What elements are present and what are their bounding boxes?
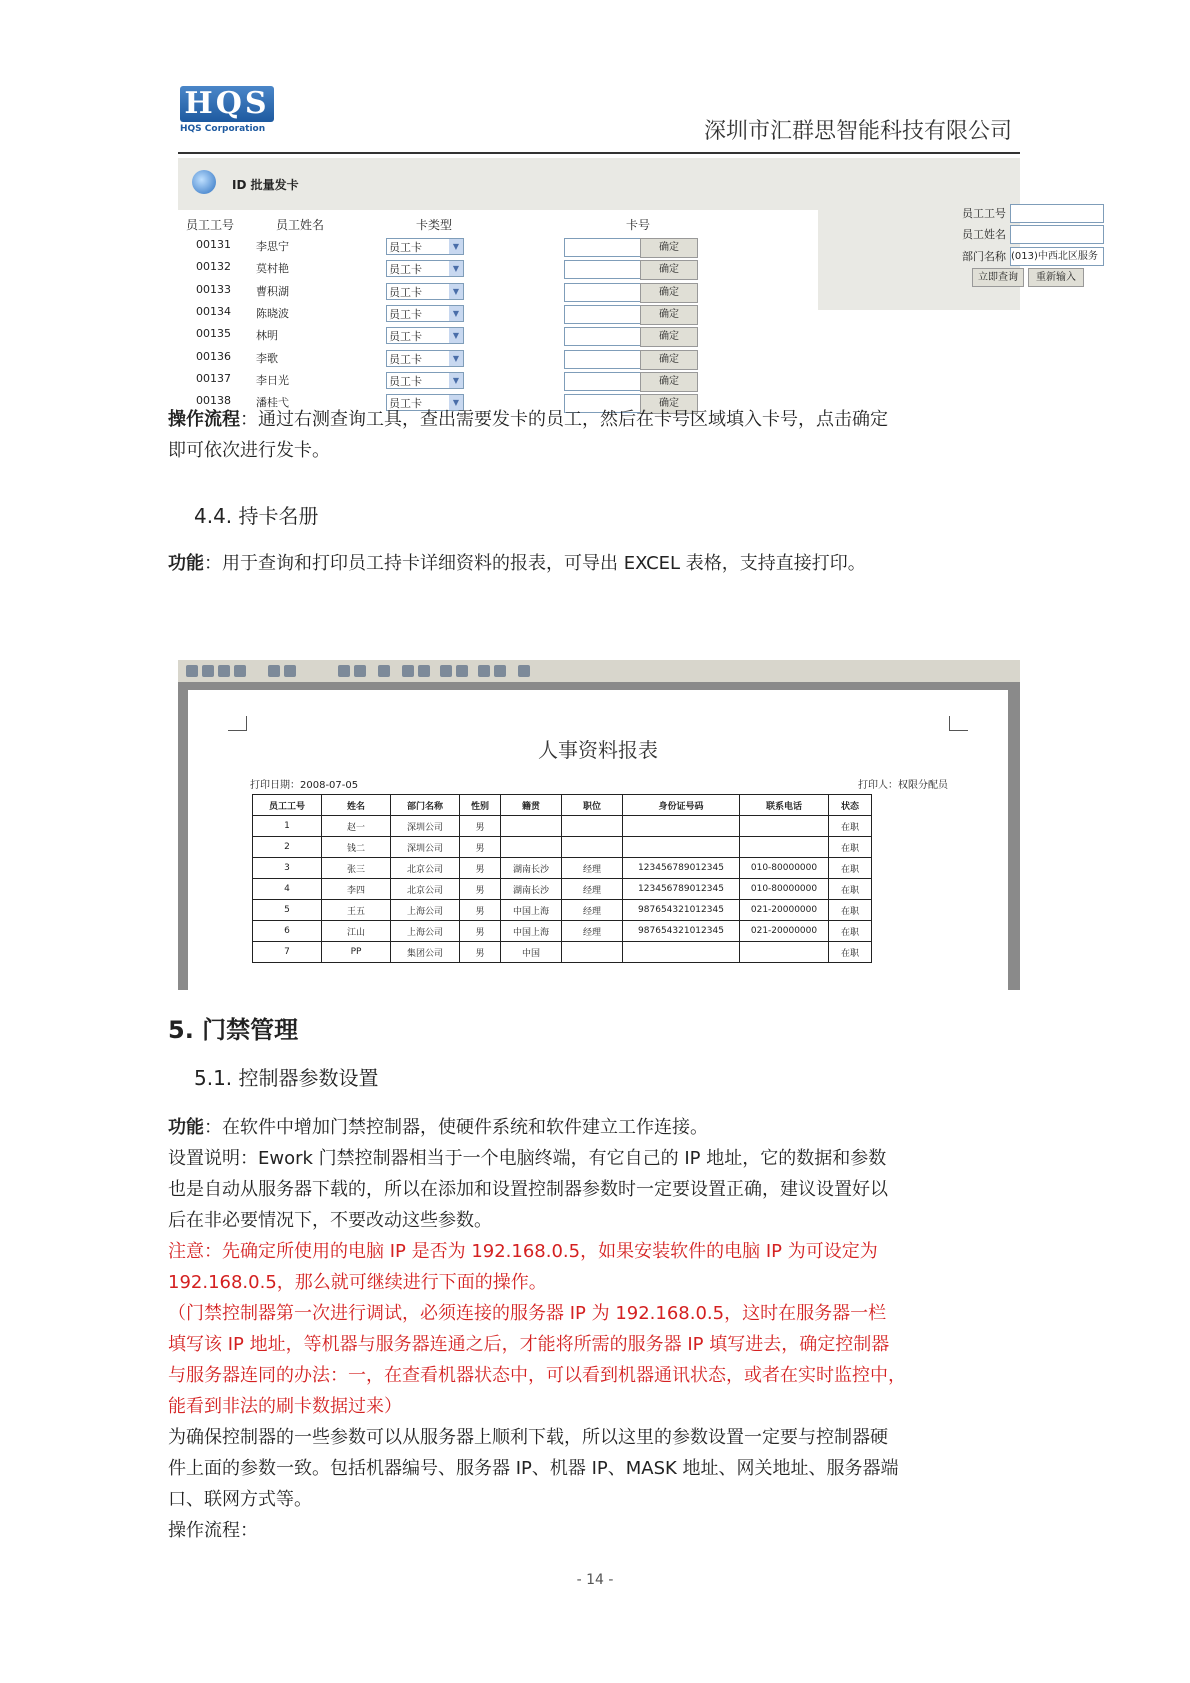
view-icon[interactable] [218,665,230,677]
view-icon[interactable] [234,665,246,677]
para-line: 件上面的参数一致。包括机器编号、服务器 IP、机器 IP、MASK 地址、网关地址、服务器端 [168,1458,899,1479]
logo-subtitle: HQS Corporation [180,124,266,134]
table-cell [562,942,623,963]
confirm-button[interactable]: 确定 [640,283,698,303]
table-row [253,858,872,879]
table-cell: 经理 [562,879,623,900]
export-icon[interactable] [478,665,490,677]
report-column-header: 性别 [460,795,501,816]
card-type-value: 员工卡 [389,352,422,366]
table-cell [623,837,740,858]
table-row [253,837,872,858]
window-title: ID 批量发卡 [232,178,299,192]
para-text: ：通过右测查询工具，查出需要发卡的员工，然后在卡号区域填入卡号，点击确定 [240,409,888,430]
search-icon[interactable] [378,665,390,677]
card-no-input[interactable] [564,238,642,257]
row-emp-name: 李思宁 [256,240,289,253]
operation-flow-para [168,404,888,466]
table-cell [562,837,623,858]
col-card-no: 卡号 [626,218,651,232]
table-cell: 男 [460,900,501,921]
confirm-button[interactable]: 确定 [640,327,698,347]
confirm-button[interactable]: 确定 [640,305,698,325]
card-no-input[interactable] [564,283,642,302]
table-cell: PP [322,942,391,963]
table-row [253,816,872,837]
table-cell: 经理 [562,921,623,942]
table-row [253,900,872,921]
row-emp-no: 00137 [196,371,231,385]
page-corner-mark [228,716,247,731]
card-type-value: 员工卡 [389,263,422,277]
first-page-icon[interactable] [268,665,280,677]
report-column-header: 职位 [562,795,623,816]
table-row [253,921,872,942]
prev-page-icon[interactable] [284,665,296,677]
table-cell: 北京公司 [391,858,460,879]
card-type-select[interactable] [386,327,464,344]
query-emp-name-label: 员工姓名 [962,228,1006,241]
table-cell: 上海公司 [391,900,460,921]
report-column-header: 员工工号 [253,795,322,816]
col-emp-no: 员工工号 [186,218,235,232]
para-text: 即可依次进行发卡。 [168,440,330,461]
table-cell: 在职 [829,921,872,942]
table-cell [562,816,623,837]
frame-icon[interactable] [494,665,506,677]
row-emp-name: 陈晓波 [256,306,289,320]
col-card-type: 卡类型 [416,218,453,232]
note-line: 注意：先确定所使用的电脑 IP 是否为 192.168.0.5，如果安装软件的电脑 IP 为可设定为 [168,1241,878,1262]
card-type-select[interactable] [386,260,464,277]
table-cell: 上海公司 [391,921,460,942]
table-cell: 021-20000000 [740,921,829,942]
para-line: 也是自动从服务器下载的，所以在添加和设置控制器参数时一定要设置正确，建议设置好以 [168,1179,888,1200]
table-cell [623,942,740,963]
card-no-input[interactable] [564,327,642,346]
report-table [252,794,872,963]
card-type-select[interactable] [386,305,464,322]
para-line: 设置说明：Ework 门禁控制器相当于一个电脑终端，有它自己的 IP 地址，它的数据和参数 [168,1148,887,1169]
row-emp-name: 潘桂弋 [256,396,289,410]
table-cell: 7 [253,942,322,963]
table-cell: 6 [253,921,322,942]
table-row [253,942,872,963]
table-cell: 深圳公司 [391,816,460,837]
para-bold-label: 功能 [168,1117,204,1138]
last-page-icon[interactable] [354,665,366,677]
row-emp-no: 00138 [196,394,231,408]
row-emp-name: 曹积湖 [256,284,289,298]
page-icon[interactable] [456,665,468,677]
table-cell: 987654321012345 [623,900,740,921]
next-page-icon[interactable] [338,665,350,677]
table-cell: 在职 [829,879,872,900]
page-number: - 14 - [576,1572,614,1588]
table-cell: 男 [460,921,501,942]
card-type-select[interactable] [386,372,464,389]
row-emp-name: 李歌 [256,351,278,365]
table-cell: 深圳公司 [391,837,460,858]
table-cell [740,816,829,837]
table-cell [740,837,829,858]
report-column-header: 籍贯 [501,795,562,816]
table-cell: 987654321012345 [623,921,740,942]
reset-button[interactable]: 重新输入 [1028,268,1084,287]
table-cell: 钱二 [322,837,391,858]
save-icon[interactable] [418,665,430,677]
exit-icon[interactable] [518,665,530,677]
table-cell: 在职 [829,816,872,837]
table-cell: 湖南长沙 [501,879,562,900]
row-emp-no: 00136 [196,349,231,363]
confirm-button[interactable]: 确定 [640,238,698,258]
table-cell: 经理 [562,900,623,921]
note-line: 与服务器连同的办法：一，在查看机器状态中，可以看到机器通讯状态，或者在实时监控中， [168,1365,906,1386]
open-icon[interactable] [402,665,414,677]
table-cell: 在职 [829,942,872,963]
table-cell: 男 [460,816,501,837]
row-emp-no: 00131 [196,238,231,251]
table-cell [740,942,829,963]
card-type-select[interactable] [386,350,464,367]
report-printer: 打印人：权限分配员 [858,780,948,791]
query-emp-name-input[interactable] [1010,225,1104,244]
note-line: 填写该 IP 地址，等机器与服务器连通之后，才能将所需的服务器 IP 填写进去，确定控制器 [168,1334,890,1355]
para-line: 后在非必要情况下，不要改动这些参数。 [168,1210,492,1231]
card-type-value: 员工卡 [389,397,422,411]
table-cell: 021-20000000 [740,900,829,921]
row-emp-name: 莫村艳 [256,262,289,276]
card-no-input[interactable] [564,305,642,324]
table-cell: 010-80000000 [740,879,829,900]
query-panel [818,198,1098,310]
card-no-input[interactable] [564,372,642,391]
row-emp-no: 00133 [196,282,231,296]
table-cell: 集团公司 [391,942,460,963]
note-line: 能看到非法的刷卡数据过来） [168,1396,402,1417]
note-line: 192.168.0.5，那么就可继续进行下面的操作。 [168,1272,547,1293]
col-emp-name: 员工姓名 [276,218,325,232]
para-line: 为确保控制器的一些参数可以从服务器上顺利下载，所以这里的参数设置一定要与控制器硬 [168,1427,888,1448]
menu-icon[interactable] [186,665,198,677]
table-cell: 李四 [322,879,391,900]
row-emp-no: 00135 [196,327,231,341]
table-cell: 3 [253,858,322,879]
chevron-down-icon[interactable]: ▼ [449,306,463,321]
view-icon[interactable] [202,665,214,677]
chevron-down-icon[interactable]: ▼ [449,284,463,299]
para-bold-label: 操作流程 [168,409,240,430]
section-5-heading: 5. 门禁管理 [168,1016,299,1044]
globe-icon [192,170,216,194]
chevron-down-icon[interactable]: ▼ [449,351,463,366]
table-cell: 北京公司 [391,879,460,900]
table-cell: 赵一 [322,816,391,837]
print-icon[interactable] [440,665,452,677]
report-column-header: 姓名 [322,795,391,816]
report-screenshot [178,660,1020,990]
company-logo: HQS [180,86,274,122]
table-cell: 1 [253,816,322,837]
table-cell: 王五 [322,900,391,921]
table-cell: 在职 [829,837,872,858]
table-cell: 010-80000000 [740,858,829,879]
report-page [188,690,1008,990]
para-bold-label: 功能 [168,553,204,574]
table-cell: 5 [253,900,322,921]
section-5-1-heading: 5.1. 控制器参数设置 [194,1066,379,1090]
chevron-down-icon[interactable]: ▼ [449,261,463,276]
report-toolbar [178,660,1020,682]
table-cell: 男 [460,879,501,900]
table-cell: 男 [460,942,501,963]
query-dept-label: 部门名称 [962,250,1006,263]
table-cell: 男 [460,837,501,858]
card-type-value: 员工卡 [389,330,422,344]
table-cell: 123456789012345 [623,879,740,900]
query-emp-no-label: 员工工号 [962,207,1006,220]
confirm-button[interactable]: 确定 [640,260,698,280]
para-line: 口、联网方式等。 [168,1489,312,1510]
table-cell: 江山 [322,921,391,942]
para-text: ：用于查询和打印员工持卡详细资料的报表，可导出 EXCEL 表格，支持直接打印。 [204,553,866,574]
chevron-down-icon[interactable]: ▼ [449,395,463,410]
row-emp-name: 李日光 [256,373,289,387]
report-title: 人事资料报表 [538,738,658,762]
section-4-4-heading: 4.4. 持卡名册 [194,504,319,528]
chevron-down-icon[interactable]: ▼ [449,328,463,343]
card-type-value: 员工卡 [389,241,422,254]
report-column-header: 身份证号码 [623,795,740,816]
table-cell [501,837,562,858]
chevron-down-icon[interactable]: ▼ [449,239,463,254]
card-no-input[interactable] [564,260,642,279]
table-cell: 123456789012345 [623,858,740,879]
card-type-select[interactable] [386,238,464,255]
report-column-header: 状态 [829,795,872,816]
card-type-value: 员工卡 [389,285,422,299]
report-column-header: 联系电话 [740,795,829,816]
note-line: （门禁控制器第一次进行调试，必须连接的服务器 IP 为 192.168.0.5，这时在服务器一栏 [168,1303,887,1324]
confirm-button[interactable]: 确定 [640,350,698,370]
row-emp-no: 00134 [196,304,231,318]
row-emp-no: 00132 [196,260,231,274]
controller-description [168,1112,1028,1546]
table-cell: 经理 [562,858,623,879]
table-cell [623,816,740,837]
card-type-value: 员工卡 [389,374,422,388]
table-cell: 男 [460,858,501,879]
table-cell: 中国上海 [501,921,562,942]
report-column-header: 部门名称 [391,795,460,816]
table-cell: 4 [253,879,322,900]
page-corner-mark [949,716,968,731]
para-line: 操作流程： [168,1520,258,1541]
table-cell: 中国 [501,942,562,963]
table-cell: 中国上海 [501,900,562,921]
table-cell: 张三 [322,858,391,879]
company-name: 深圳市汇群思智能科技有限公司 [703,119,1012,144]
table-cell: 2 [253,837,322,858]
para-text: ：在软件中增加门禁控制器，使硬件系统和软件建立工作连接。 [204,1117,708,1138]
table-cell [501,816,562,837]
header-rule [178,152,1020,154]
confirm-button[interactable]: 确定 [640,372,698,392]
report-print-date: 打印日期：2008-07-05 [250,780,359,791]
table-cell: 湖南长沙 [501,858,562,879]
table-row [253,879,872,900]
table-cell: 在职 [829,858,872,879]
query-dept-select[interactable]: (013)中西北区服务 [1010,247,1104,266]
confirm-button[interactable]: 确定 [640,394,698,414]
function-para [168,548,866,579]
query-emp-no-input[interactable] [1010,204,1104,223]
card-type-select[interactable] [386,283,464,300]
card-type-value: 员工卡 [389,307,422,321]
query-button[interactable]: 立即查询 [972,268,1024,287]
row-emp-name: 林明 [256,329,278,343]
chevron-down-icon[interactable]: ▼ [449,373,463,388]
card-no-input[interactable] [564,350,642,369]
table-cell: 在职 [829,900,872,921]
batch-card-screenshot [178,158,1098,426]
